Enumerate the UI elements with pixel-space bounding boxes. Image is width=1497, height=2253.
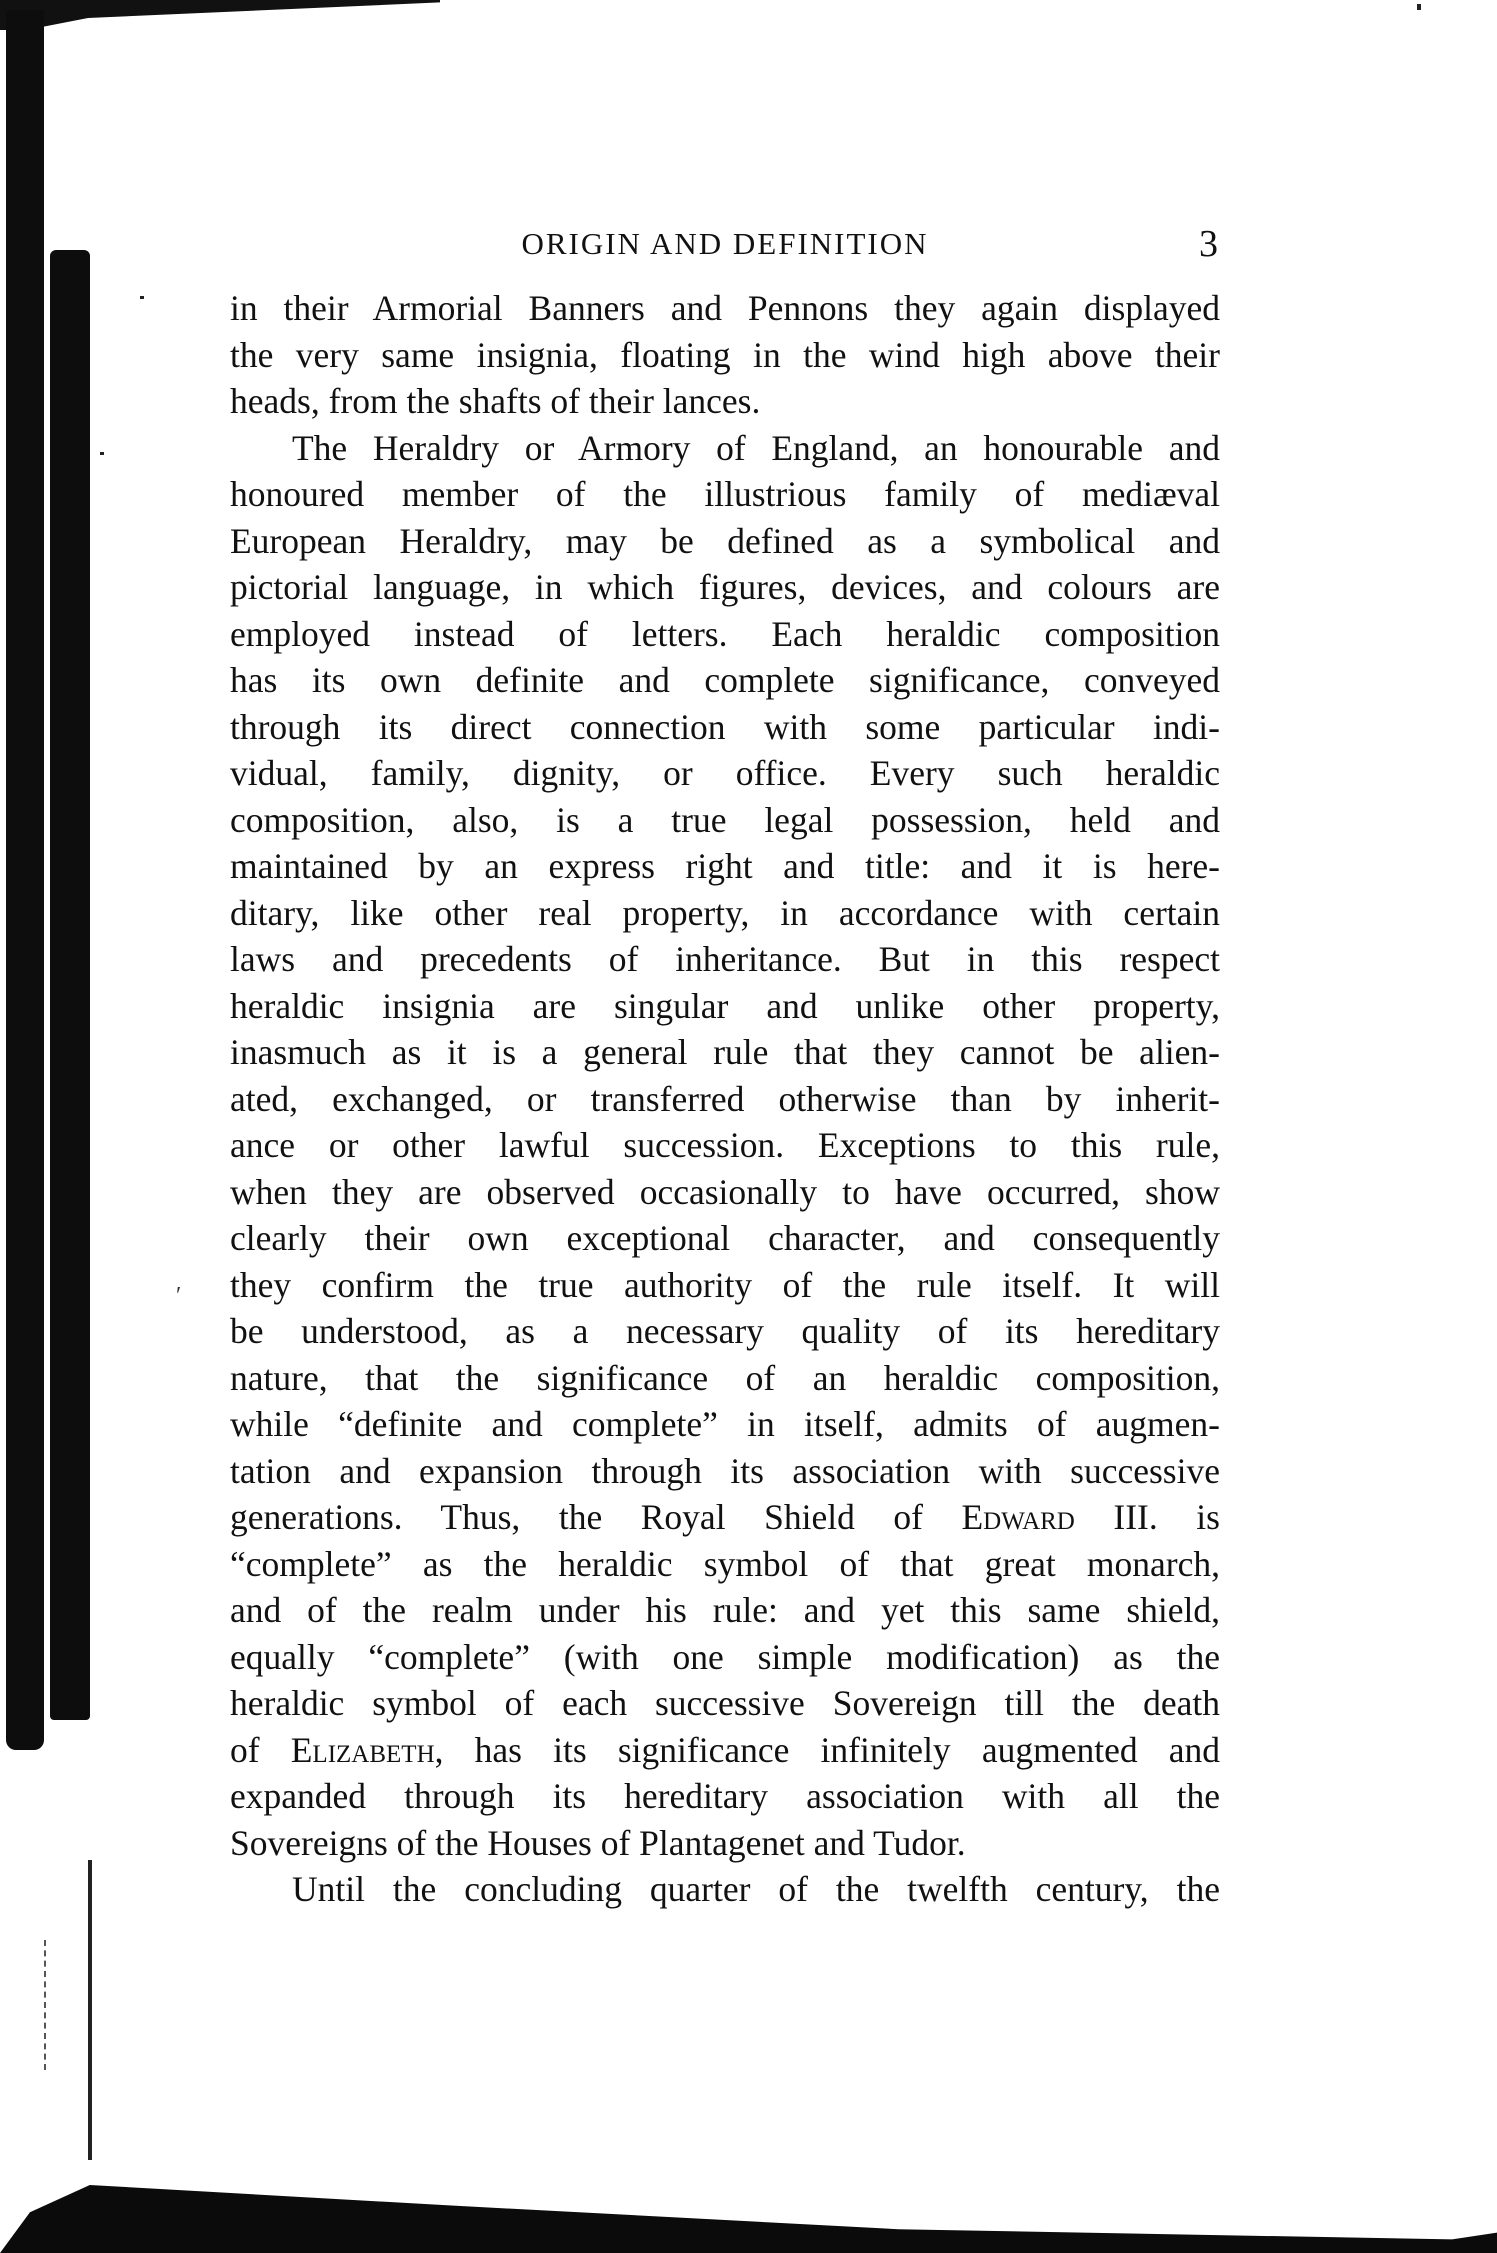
- text-line: ditary, like other real property, in accordance with certain: [230, 892, 1220, 933]
- scan-top-edge: [0, 0, 440, 30]
- text-line: ance or other lawful succession. Exceptions to this rule,: [230, 1125, 1220, 1165]
- page-number: 3: [1199, 223, 1218, 265]
- text-line: heraldic insignia are singular and unlike other property,: [230, 985, 1220, 1026]
- text-line: laws and precedents of inheritance. But in this respect: [230, 939, 1220, 979]
- page-header: [230, 222, 1220, 272]
- text-line: in their Armorial Banners and Pennons they again displayed: [230, 288, 1220, 328]
- text-line: through its direct connection with some particular indi-: [230, 706, 1220, 747]
- text-line: honoured member of the illustrious family of mediæval: [230, 474, 1220, 514]
- text-line: [230, 1494, 1220, 1541]
- text-line: composition, also, is a true legal possession, held and: [230, 799, 1220, 840]
- scan-bottom-edge: [0, 2185, 1497, 2253]
- small-caps-name: Elizabeth: [290, 1729, 435, 1770]
- margin-mark: ′: [176, 1283, 182, 1309]
- text-line: the very same insignia, floating in the wind high above their: [230, 334, 1220, 375]
- text-line: inasmuch as it is a general rule that they cannot be alien-: [230, 1032, 1220, 1072]
- text-line: ated, exchanged, or transferred otherwise than by inherit-: [230, 1078, 1220, 1119]
- text-line: heraldic symbol of each successive Sovereign till the death: [230, 1683, 1220, 1723]
- text-line: “complete” as the heraldic symbol of that great monarch,: [230, 1543, 1220, 1584]
- text-line: and of the realm under his rule: and yet this same shield,: [230, 1590, 1220, 1630]
- text-line: when they are observed occasionally to have occurred, show: [230, 1171, 1220, 1212]
- text-line: The Heraldry or Armory of England, an honourable and: [292, 427, 1220, 468]
- text-line: equally “complete” (with one simple modification) as the: [230, 1636, 1220, 1677]
- scan-binding-shadow-outer: [6, 10, 44, 1750]
- scan-speck: [1417, 4, 1421, 10]
- running-head: ORIGIN AND DEFINITION: [521, 226, 929, 261]
- text-segment: of: [230, 1729, 291, 1770]
- text-line: clearly their own exceptional character, and consequently: [230, 1218, 1220, 1258]
- text-line: has its own definite and complete significance, conveyed: [230, 660, 1220, 700]
- text-line: expanded through its hereditary association with all the: [230, 1776, 1220, 1816]
- small-caps-name: Edward: [961, 1497, 1075, 1537]
- scan-speck: [140, 296, 144, 299]
- text-line: Until the concluding quarter of the twelfth century, the: [292, 1869, 1220, 1909]
- scan-speck: [100, 452, 104, 455]
- text-line: they confirm the true authority of the rule itself. It will: [230, 1264, 1220, 1305]
- text-line: be understood, as a necessary quality of its hereditary: [230, 1311, 1220, 1351]
- text-line: Sovereigns of the Houses of Plantagenet and Tudor.: [230, 1822, 966, 1863]
- text-line: tation and expansion through its association with successive: [230, 1450, 1220, 1491]
- text-line: nature, that the significance of an heraldic composition,: [230, 1357, 1220, 1398]
- text-line: heads, from the shafts of their lances.: [230, 381, 761, 421]
- text-line: employed instead of letters. Each heraldic composition: [230, 613, 1220, 654]
- text-segment: generations. Thus, the Royal Shield of: [230, 1497, 962, 1537]
- scan-gutter-dash: [44, 1940, 48, 2070]
- text-line: vidual, family, dignity, or office. Every such heraldic: [230, 753, 1220, 793]
- text-line: [230, 1727, 1220, 1774]
- text-line: maintained by an express right and title: and it is here-: [230, 846, 1220, 886]
- text-line: while “definite and complete” in itself, admits of augmen-: [230, 1404, 1220, 1444]
- scan-gutter-line: [88, 1860, 92, 2160]
- text-segment: III. is: [1074, 1497, 1220, 1537]
- body-text: [230, 285, 1220, 1913]
- scan-binding-shadow-inner: [50, 250, 90, 1720]
- text-line: pictorial language, in which figures, devices, and colours are: [230, 567, 1220, 607]
- text-segment: , has its significance infinitely augmented and: [434, 1729, 1221, 1770]
- text-line: European Heraldry, may be defined as a symbolical and: [230, 520, 1220, 561]
